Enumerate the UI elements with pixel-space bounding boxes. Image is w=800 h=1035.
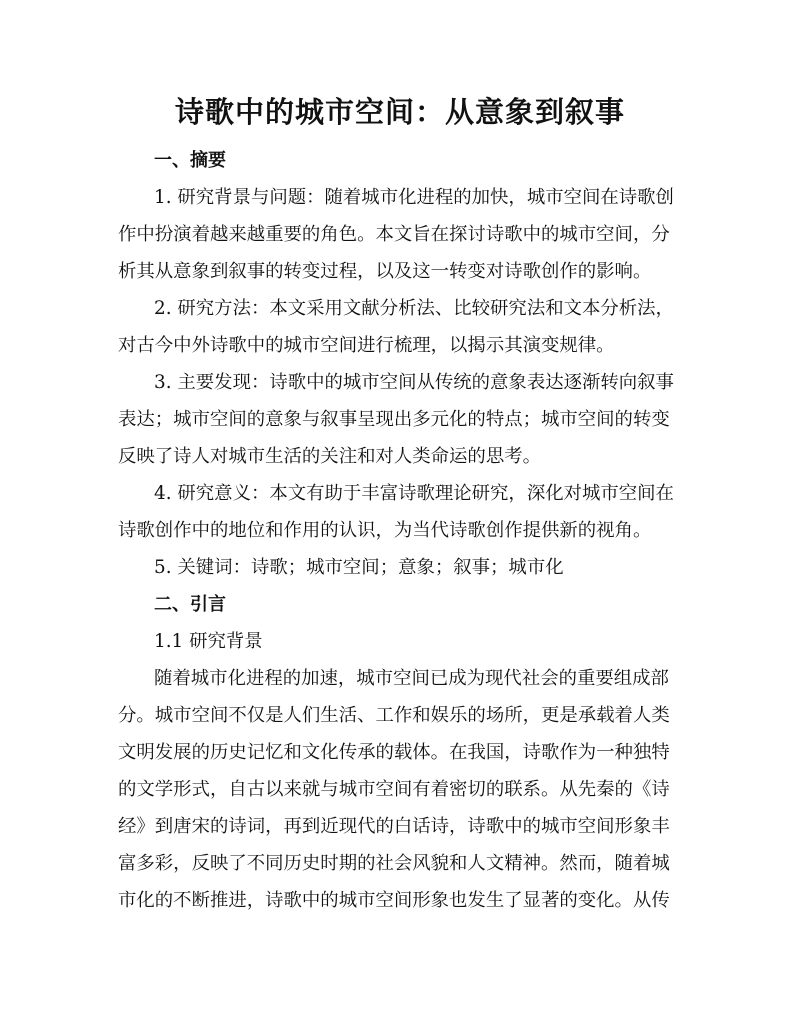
subsection-heading-background: 1.1 研究背景 <box>154 631 263 652</box>
paragraph-line: 随着城市化进程的加速，城市空间已成为现代社会的重要组成部 <box>154 668 669 689</box>
paragraph-line: 富多彩，反映了不同历史时期的社会风貌和人文精神。然而，随着城 <box>118 853 670 874</box>
text-line: 诗歌创作中的地位和作用的认识，为当代诗歌创作提供新的视角。 <box>118 520 652 541</box>
text-line: 对古今中外诗歌中的城市空间进行梳理，以揭示其演变规律。 <box>118 335 615 356</box>
document-title: 诗歌中的城市空间：从意象到叙事 <box>174 95 625 129</box>
text-line: 反映了诗人对城市生活的关注和对人类命运的思考。 <box>118 446 541 467</box>
paragraph-line: 的文学形式，自古以来就与城市空间有着密切的联系。从先秦的《诗 <box>118 779 670 800</box>
abstract-item-significance: 4. 研究意义：本文有助于丰富诗歌理论研究，深化对城市空间在 <box>154 483 674 504</box>
paragraph-line: 文明发展的历史记忆和文化传承的载体。在我国，诗歌作为一种独特 <box>118 742 670 763</box>
abstract-item-keywords: 5. 关键词：诗歌；城市空间；意象；叙事；城市化 <box>154 557 564 578</box>
paragraph-line: 分。城市空间不仅是人们生活、工作和娱乐的场所，更是承载着人类 <box>118 705 670 726</box>
document-body <box>118 142 684 919</box>
abstract-item-method: 2. 研究方法：本文采用文献分析法、比较研究法和文本分析法， <box>154 298 674 319</box>
paragraph-line: 经》到唐宋的诗词，再到近现代的白话诗，诗歌中的城市空间形象丰 <box>118 816 670 837</box>
paragraph-line: 市化的不断推进，诗歌中的城市空间形象也发生了显著的变化。从传 <box>118 890 670 911</box>
text-line: 析其从意象到叙事的转变过程，以及这一转变对诗歌创作的影响。 <box>118 261 652 282</box>
abstract-item-background: 1. 研究背景与问题：随着城市化进程的加快，城市空间在诗歌创 <box>154 187 674 208</box>
section-heading-introduction: 二、引言 <box>154 594 226 615</box>
section-heading-abstract: 一、摘要 <box>154 150 226 171</box>
text-line: 作中扮演着越来越重要的角色。本文旨在探讨诗歌中的城市空间，分 <box>118 224 670 245</box>
text-line: 表达；城市空间的意象与叙事呈现出多元化的特点；城市空间的转变 <box>118 409 670 430</box>
abstract-item-findings: 3. 主要发现：诗歌中的城市空间从传统的意象表达逐渐转向叙事 <box>154 372 674 393</box>
